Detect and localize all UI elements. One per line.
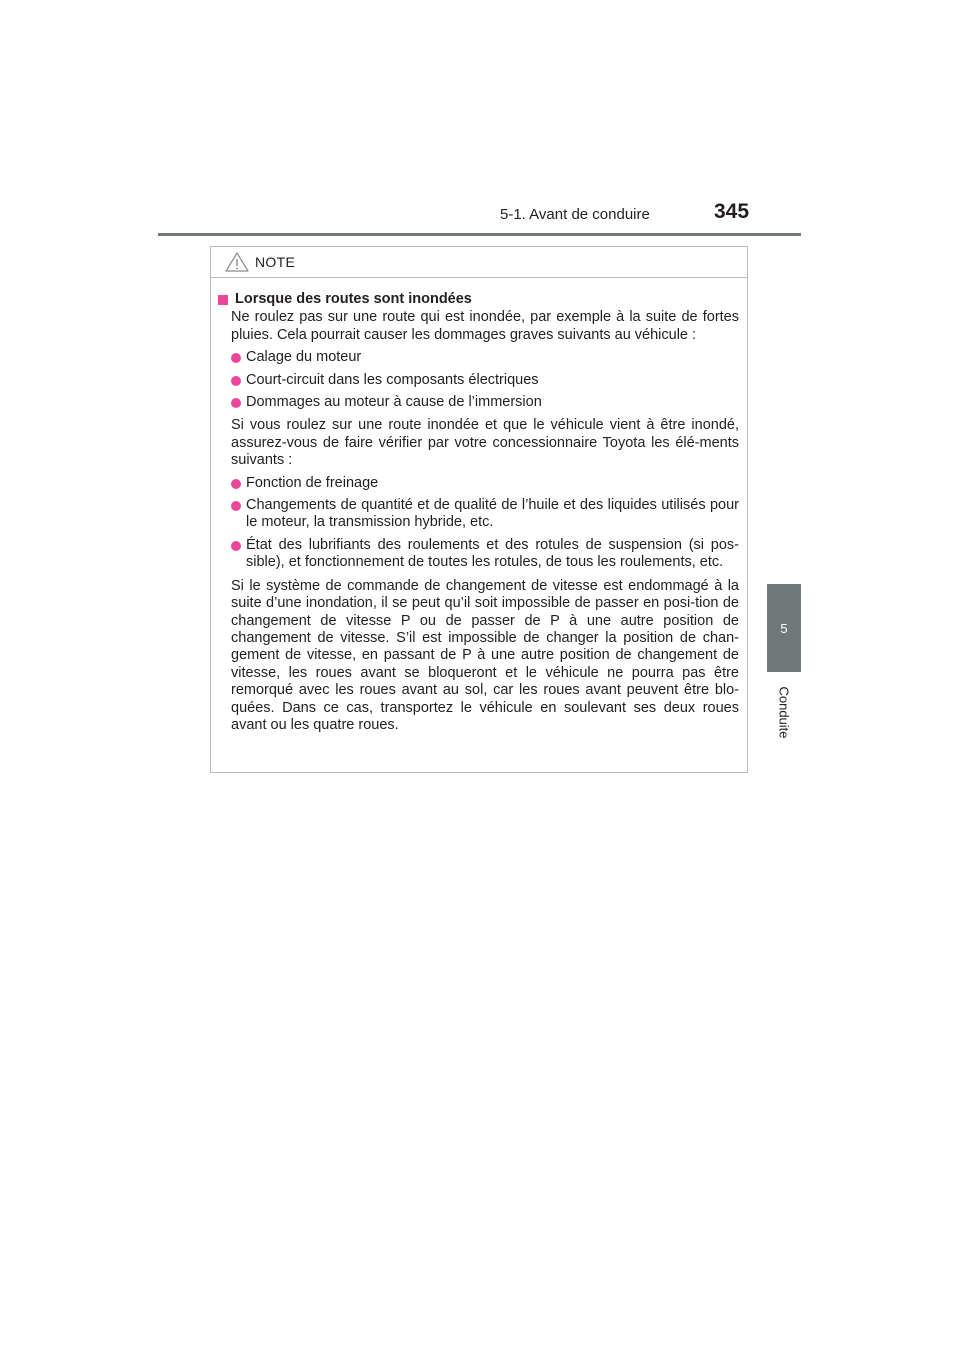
chapter-label: Conduite <box>776 685 792 739</box>
header-divider <box>158 233 801 236</box>
note-title: NOTE <box>255 254 296 270</box>
bullet-dot-icon <box>231 501 241 511</box>
bullet-dot-icon <box>231 541 241 551</box>
list-item <box>231 537 739 572</box>
list-item <box>231 349 739 366</box>
section-title: 5-1. Avant de conduire <box>500 206 650 223</box>
list-item-text: Court-circuit dans les composants électriques <box>246 371 539 388</box>
page-number: 345 <box>714 200 750 223</box>
note-header <box>211 247 747 278</box>
note-body <box>211 278 747 734</box>
note-box <box>210 246 748 773</box>
chapter-number: 5 <box>780 620 788 636</box>
list-item-text: Fonction de freinage <box>246 474 379 491</box>
section-heading-text: Lorsque des routes sont inondées <box>235 291 472 307</box>
list-item-text: Changements de quantité et de qualité de l’huile et des liquides utilisés pour le moteur, la transmission hybride, etc. <box>246 497 739 531</box>
warning-triangle-icon <box>225 252 249 272</box>
bullet-dot-icon <box>231 376 241 386</box>
list-item-text: Dommages au moteur à cause de l’immersion <box>246 394 542 411</box>
chapter-tab[interactable] <box>767 584 801 672</box>
square-bullet-icon <box>218 295 228 305</box>
list-item <box>231 497 739 532</box>
list-item <box>231 394 739 411</box>
bullet-dot-icon <box>231 479 241 489</box>
closing-paragraph: Si le système de commande de changement de vitesse est endommagé à la suite d’une inondation, il se peut qu’il soit impossible de passer en posi-tion de changement de vitesse P ou de passer de P à une autre position de changement de vitesse. S’il est impossible de changer la position de chan-gement de vitesse, en passant de P à une autre position de changement de vitesse, les roues avant se bloqueront et le véhicule ne pourra pas être remorqué avec les roues avant au sol, car les roues avant peuvent être blo-quées. Dans ce cas, transportez le véhicule en soulevant ses deux roues avant ou les quatre roues. <box>231 577 739 733</box>
intro-paragraph: Ne roulez pas sur une route qui est inondée, par exemple à la suite de fortes pluies. Cela pourrait causer les dommages graves suivants au véhicule : <box>231 309 739 343</box>
list-item <box>231 372 739 389</box>
list-item-text: État des lubrifiants des roulements et des rotules de suspension (si pos-sible), et fonctionnement de toutes les rotules, de tous les roulements, etc. <box>246 536 739 571</box>
list-item-text: Calage du moteur <box>246 349 362 366</box>
list-item <box>231 475 739 492</box>
chapter-label-box <box>771 672 797 752</box>
check-paragraph: Si vous roulez sur une route inondée et que le véhicule vient à être inondé, assurez-vous de faire vérifier par votre concessionnaire Toyota les élé-ments suivants : <box>231 417 739 469</box>
bullet-dot-icon <box>231 398 241 408</box>
note-section-heading <box>218 291 739 308</box>
bullet-dot-icon <box>231 353 241 363</box>
